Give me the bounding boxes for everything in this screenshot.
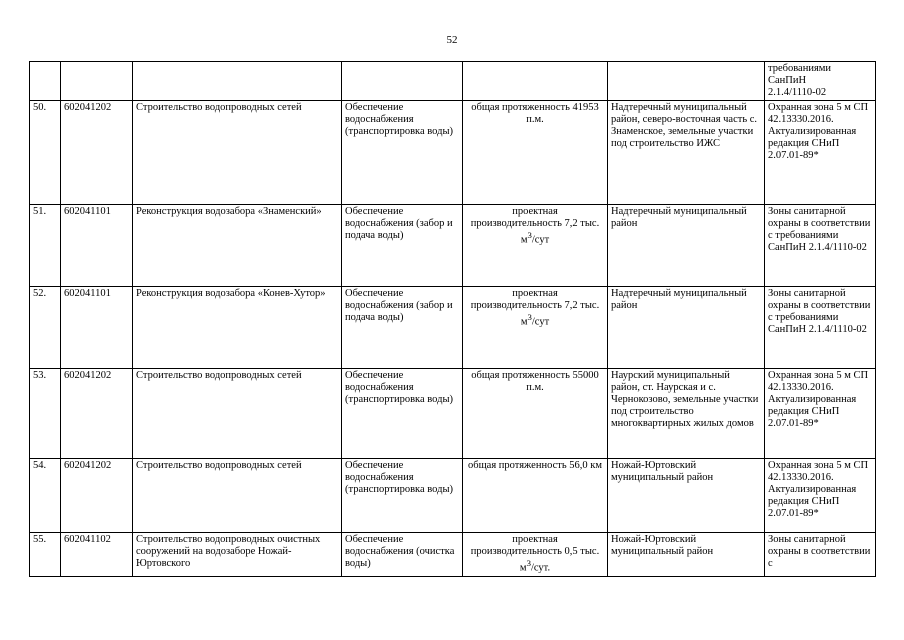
planned-objects-table bbox=[29, 61, 876, 577]
cell-purpose: Обеспечение водоснабжения (транспортировка воды) bbox=[342, 459, 463, 533]
cell-zone: Охранная зона 5 м СП 42.13330.2016. Актуализированная редакция СНиП 2.07.01-89* bbox=[765, 101, 876, 205]
capacity-sup: 3 bbox=[527, 229, 532, 240]
cell-name: Строительство водопроводных сетей bbox=[133, 369, 342, 459]
cell-location: Ножай-Юртовский муниципальный район bbox=[608, 459, 765, 533]
cell-capacity: общая протяженность 41953 п.м. bbox=[463, 101, 608, 205]
cell-num bbox=[30, 62, 61, 101]
table-row bbox=[30, 287, 876, 369]
cell-code bbox=[61, 62, 133, 101]
table-row-continuation bbox=[30, 62, 876, 101]
capacity-text: проектная производительность 7,2 тыс. м bbox=[470, 206, 600, 246]
cell-purpose: Обеспечение водоснабжения (транспортировка воды) bbox=[342, 369, 463, 459]
cell-code: 602041202 bbox=[61, 101, 133, 205]
cell-capacity bbox=[463, 205, 608, 287]
zone-line: СанПиН bbox=[768, 74, 807, 86]
cell-purpose: Обеспечение водоснабжения (забор и подача воды) bbox=[342, 205, 463, 287]
table-row bbox=[30, 459, 876, 533]
cell-capacity bbox=[463, 287, 608, 369]
capacity-unit: /сут bbox=[531, 316, 550, 328]
zone-line: требованиями bbox=[768, 63, 832, 74]
cell-capacity: общая протяженность 55000 п.м. bbox=[463, 369, 608, 459]
cell-name bbox=[133, 62, 342, 101]
table-row bbox=[30, 533, 876, 577]
cell-capacity bbox=[463, 533, 608, 577]
cell-location: Надтеречный муниципальный район bbox=[608, 205, 765, 287]
cell-location: Наурский муниципальный район, ст. Наурская и с. Чернокозово, земельные участки под строительство многоквартирных жилых домов bbox=[608, 369, 765, 459]
cell-location: Надтеречный муниципальный район bbox=[608, 287, 765, 369]
capacity-unit: /сут bbox=[531, 234, 550, 246]
capacity-text: проектная производительность 0,5 тыс. м bbox=[470, 534, 600, 574]
cell-num: 53. bbox=[30, 369, 61, 459]
cell-purpose: Обеспечение водоснабжения (транспортировка воды) bbox=[342, 101, 463, 205]
cell-num: 54. bbox=[30, 459, 61, 533]
cell-capacity bbox=[463, 62, 608, 101]
cell-capacity: общая протяженность 56,0 км bbox=[463, 459, 608, 533]
table-row bbox=[30, 101, 876, 205]
cell-zone bbox=[765, 62, 876, 101]
cell-code: 602041102 bbox=[61, 533, 133, 577]
capacity-text: проектная производительность 7,2 тыс. м bbox=[470, 288, 600, 328]
capacity-unit: /сут. bbox=[530, 562, 551, 574]
cell-name: Строительство водопроводных сетей bbox=[133, 101, 342, 205]
cell-zone: Охранная зона 5 м СП 42.13330.2016. Актуализированная редакция СНиП 2.07.01-89* bbox=[765, 369, 876, 459]
cell-zone: Зоны санитарной охраны в соответствии с требованиями СанПиН 2.1.4/1110-02 bbox=[765, 287, 876, 369]
cell-location bbox=[608, 62, 765, 101]
cell-zone: Зоны санитарной охраны в соответствии с требованиями СанПиН 2.1.4/1110-02 bbox=[765, 205, 876, 287]
cell-num: 50. bbox=[30, 101, 61, 205]
cell-purpose: Обеспечение водоснабжения (очистка воды) bbox=[342, 533, 463, 577]
cell-code: 602041202 bbox=[61, 459, 133, 533]
cell-code: 602041101 bbox=[61, 205, 133, 287]
cell-zone: Зоны санитарной охраны в соответствии с bbox=[765, 533, 876, 577]
cell-location: Надтеречный муниципальный район, северо-восточная часть с. Знаменское, земельные участки под строительство ИЖС bbox=[608, 101, 765, 205]
table-row bbox=[30, 369, 876, 459]
cell-location: Ножай-Юртовский муниципальный район bbox=[608, 533, 765, 577]
capacity-sup: 3 bbox=[526, 557, 531, 568]
cell-name: Реконструкция водозабора «Конев-Хутор» bbox=[133, 287, 342, 369]
cell-code: 602041202 bbox=[61, 369, 133, 459]
cell-name: Строительство водопроводных очистных сооружений на водозаборе Ножай-Юртовского bbox=[133, 533, 342, 577]
cell-num: 51. bbox=[30, 205, 61, 287]
table-row bbox=[30, 205, 876, 287]
cell-name: Реконструкция водозабора «Знаменский» bbox=[133, 205, 342, 287]
cell-num: 52. bbox=[30, 287, 61, 369]
zone-line: 2.1.4/1110-02 bbox=[768, 86, 827, 98]
cell-code: 602041101 bbox=[61, 287, 133, 369]
capacity-sup: 3 bbox=[527, 311, 532, 322]
page-number: 52 bbox=[446, 34, 458, 46]
cell-purpose: Обеспечение водоснабжения (забор и подача воды) bbox=[342, 287, 463, 369]
cell-zone: Охранная зона 5 м СП 42.13330.2016. Актуализированная редакция СНиП 2.07.01-89* bbox=[765, 459, 876, 533]
cell-purpose bbox=[342, 62, 463, 101]
cell-name: Строительство водопроводных сетей bbox=[133, 459, 342, 533]
cell-num: 55. bbox=[30, 533, 61, 577]
